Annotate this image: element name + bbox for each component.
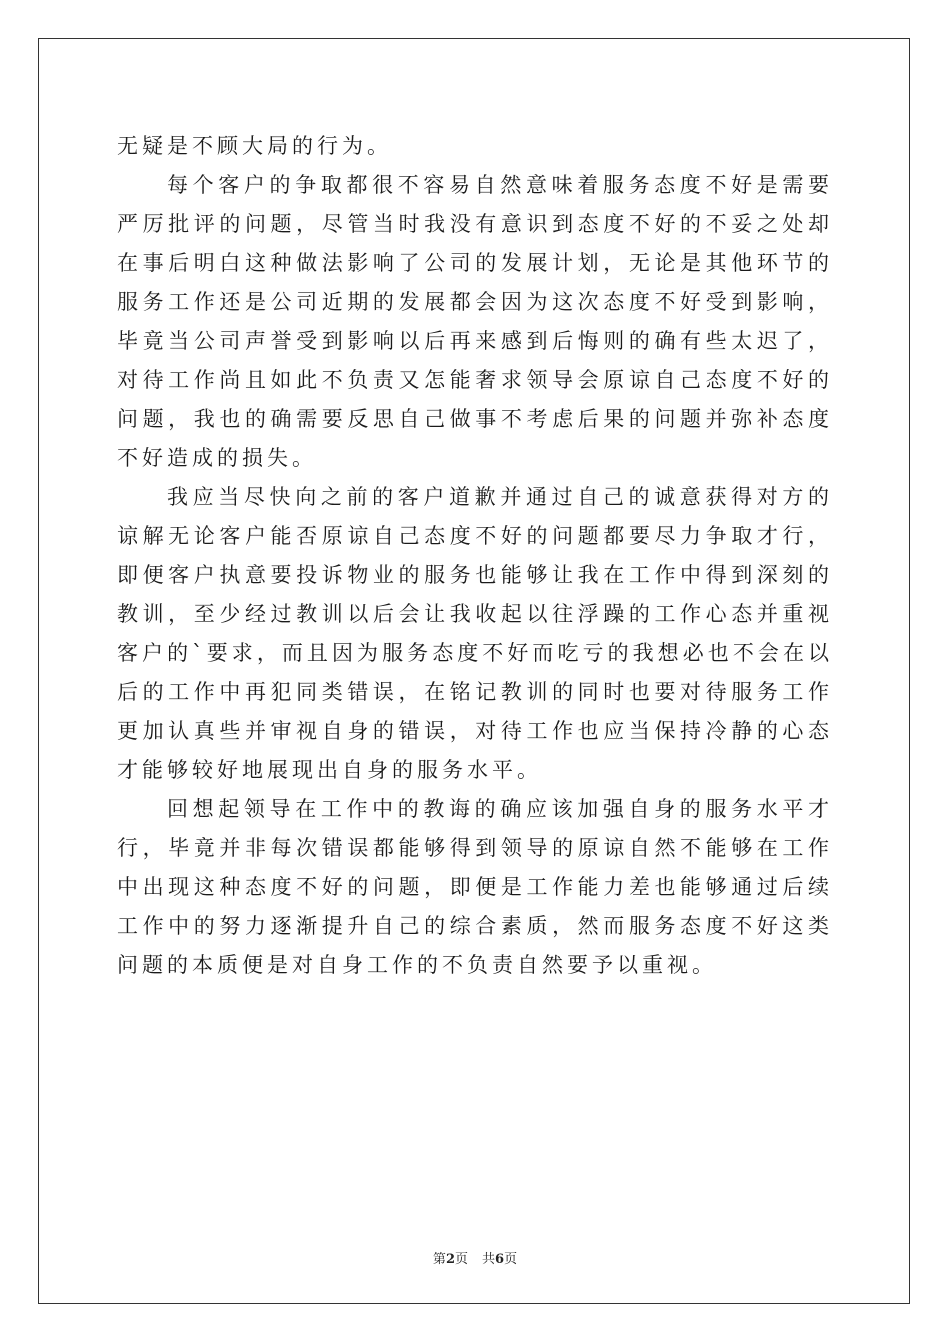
total-number: 6 [495,1252,505,1267]
page-suffix: 页 [454,1252,468,1267]
page-prefix: 第 [432,1252,446,1267]
paragraph-2: 每个客户的争取都很不容易自然意味着服务态度不好是需要严厉批评的问题，尽管当时我没有意识到态度不好的不妥之处却在事后明白这种做法影响了公司的发展计划，无论是其他环节的服务工作还是公司近期的发展都会因为这次态度不好受到影响，毕竟当公司声誉受到影响以后再来感到后悔则的确有些太迟了，对待工作尚且如此不负责又怎能奢求领导会原谅自己态度不好的问题，我也的确需要反思自己做事不考虑后果的问题并弥补态度不好造成的损失。 [117,173,833,470]
paragraph-4: 回想起领导在工作中的教诲的确应该加强自身的服务水平才行，毕竟并非每次错误都能够得到领导的原谅自然不能够在工作中出现这种态度不好的问题，即便是工作能力差也能够通过后续工作中的努力逐渐提升自己的综合素质，然而服务态度不好这类问题的本质便是对自身工作的不负责自然要予以重视。 [117,797,833,977]
page-footer [0,1248,950,1267]
total-prefix: 共 [482,1252,496,1267]
paragraph-3: 我应当尽快向之前的客户道歉并通过自己的诚意获得对方的谅解无论客户能否原谅自己态度不好的问题都要尽力争取才行，即便客户执意要投诉物业的服务也能够让我在工作中得到深刻的教训，至少经过教训以后会让我收起以往浮躁的工作心态并重视客户的`要求，而且因为服务态度不好而吃亏的我想必也不会在以后的工作中再犯同类错误，在铭记教训的同时也要对待服务工作更加认真些并审视自身的错误，对待工作也应当保持冷静的心态才能够较好地展现出自身的服务水平。 [117,485,833,782]
paragraph-1: 无疑是不顾大局的行为。 [117,134,392,158]
page-indicator [433,1252,468,1267]
total-pages-indicator [482,1252,517,1267]
total-suffix: 页 [504,1252,518,1267]
document-body [117,127,833,985]
page-number: 2 [445,1252,455,1267]
